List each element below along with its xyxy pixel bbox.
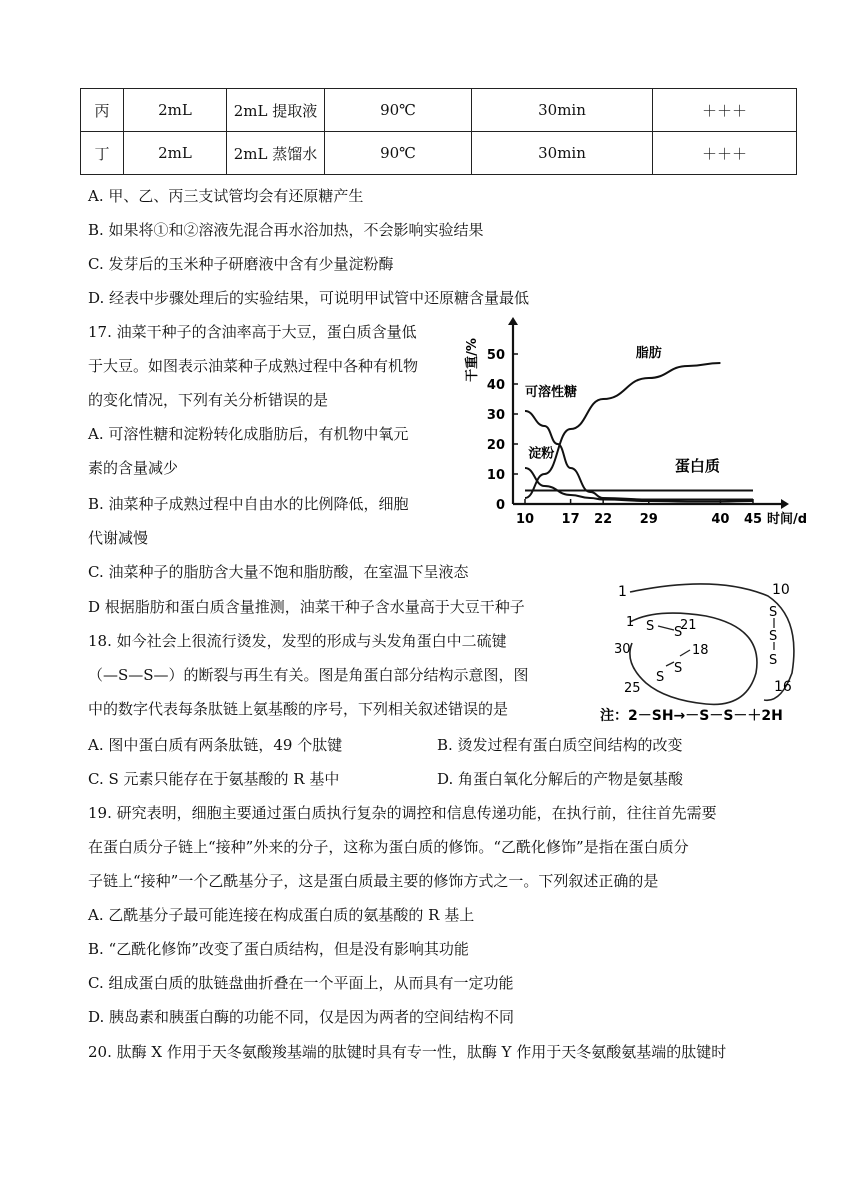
- sulfur-label: S: [646, 619, 655, 634]
- y-tick-label: 20: [486, 438, 505, 453]
- diagram-note: 注：2－SH→－S－S－＋2H: [600, 708, 783, 724]
- x-tick-label: 40: [711, 512, 730, 527]
- q18-option-b: B. 烫发过程有蛋白质空间结构的改变: [437, 736, 683, 754]
- q17-stem-line1: 17. 油菜干种子的含油率高于大豆，蛋白质含量低: [88, 323, 417, 341]
- q17-option-d: D 根据脂肪和蛋白质含量推测，油菜干种子含水量高于大豆干种子: [88, 598, 525, 616]
- series-line-0: [525, 363, 720, 498]
- table-row: [81, 132, 797, 175]
- q18-stem-line2: （—S—S—）的断裂与再生有关。图是角蛋白部分结构示意图，图: [88, 666, 529, 684]
- table-cell: 2mL 蒸馏水: [227, 132, 325, 175]
- q19-stem-line1: 19. 研究表明，细胞主要通过蛋白质执行复杂的调控和信息传递功能，在执行前，往往首先需要: [88, 804, 717, 822]
- disulfide-bond-line: [666, 662, 674, 666]
- residue-label: 1: [626, 615, 635, 630]
- y-tick-label: 30: [486, 408, 505, 423]
- q17-stem-line2: 于大豆。如图表示油菜种子成熟过程中各种有机物: [88, 357, 419, 375]
- q16-option-b: B. 如果将①和②溶液先混合再水浴加热，不会影响实验结果: [88, 221, 484, 239]
- sulfur-label: S: [769, 629, 778, 644]
- q18-stem-line3: 中的数字代表每条肽链上氨基酸的序号，下列相关叙述错误的是: [88, 700, 509, 718]
- table-cell: ＋＋＋: [653, 89, 797, 132]
- sulfur-label: S: [674, 661, 683, 676]
- table-cell: 丙: [81, 89, 124, 132]
- y-tick-label: 10: [486, 468, 505, 483]
- table-cell: 90℃: [325, 132, 472, 175]
- table-row: [81, 89, 797, 132]
- q16-option-c: C. 发芽后的玉米种子研磨液中含有少量淀粉酶: [88, 255, 394, 273]
- residue-label: 21: [680, 618, 697, 633]
- y-tick-label: 40: [486, 378, 505, 393]
- q17-stem-line3: 的变化情况，下列有关分析错误的是: [88, 391, 329, 409]
- series-label: 脂肪: [635, 346, 662, 361]
- q20-stem-line1: 20. 肽酶 X 作用于天冬氨酸羧基端的肽键时具有专一性，肽酶 Y 作用于天冬氨酸氨基端的肽键时: [88, 1043, 727, 1061]
- x-axis-label: 时间/d: [767, 512, 808, 527]
- q17-option-c: C. 油菜种子的脂肪含大量不饱和脂肪酸，在室温下呈液态: [88, 563, 469, 581]
- chart-series: [525, 363, 753, 502]
- series-line-1: [525, 411, 753, 500]
- table-cell: 30min: [472, 89, 653, 132]
- organic-matter-chart: [458, 322, 808, 530]
- y-tick-label: 0: [495, 498, 505, 513]
- q18-option-a: A. 图中蛋白质有两条肽链，49 个肽键: [88, 736, 343, 754]
- series-label: 可溶性糖: [525, 385, 578, 400]
- sulfur-label: S: [656, 670, 665, 685]
- x-tick-label: 17: [561, 512, 580, 527]
- q18-option-c: C. S 元素只能存在于氨基酸的 R 基中: [88, 770, 340, 788]
- y-axis-arrow: [508, 317, 518, 325]
- residue-label: 30: [614, 642, 631, 657]
- x-tick-label: 22: [594, 512, 613, 527]
- q19-option-a: A. 乙酰基分子最可能连接在构成蛋白质的氨基酸的 R 基上: [88, 906, 475, 924]
- q19-stem-line2: 在蛋白质分子链上“接种”外来的分子，这称为蛋白质的修饰。“乙酰化修饰”是指在蛋白质分: [88, 838, 689, 856]
- sulfur-label: S: [674, 625, 683, 640]
- table-cell: 2mL: [124, 89, 227, 132]
- q17-option-a-line2: 素的含量减少: [88, 459, 179, 477]
- residue-label: 25: [624, 681, 641, 696]
- q17-option-b-line1: B. 油菜种子成熟过程中自由水的比例降低，细胞: [88, 495, 409, 513]
- table-cell: 30min: [472, 132, 653, 175]
- x-tick-label: 10: [515, 512, 535, 527]
- residue-label: 18: [692, 643, 709, 658]
- q19-stem-line3: 子链上“接种”一个乙酰基分子，这是蛋白质最主要的修饰方式之一。下列叙述正确的是: [88, 872, 659, 890]
- q19-option-d: D. 胰岛素和胰蛋白酶的功能不同，仅是因为两者的空间结构不同: [88, 1008, 515, 1026]
- q17-option-a-line1: A. 可溶性糖和淀粉转化成脂肪后，有机物中氧元: [88, 425, 409, 443]
- table-cell: 2mL 提取液: [227, 89, 325, 132]
- keratin-structure-diagram: [596, 578, 816, 728]
- table-cell: 90℃: [325, 89, 472, 132]
- experiment-table: [80, 88, 797, 175]
- table-cell: 丁: [81, 132, 124, 175]
- series-label: 淀粉: [528, 446, 555, 462]
- q19-option-b: B. “乙酰化修饰”改变了蛋白质结构，但是没有影响其功能: [88, 940, 469, 958]
- residue-label: 1: [618, 584, 627, 600]
- q17-option-b-line2: 代谢减慢: [88, 529, 149, 547]
- table-cell: 2mL: [124, 132, 227, 175]
- x-axis-arrow: [781, 499, 789, 509]
- q16-option-d: D. 经表中步骤处理后的实验结果，可说明甲试管中还原糖含量最低: [88, 289, 530, 307]
- sulfur-label: S: [769, 653, 778, 668]
- disulfide-bond-line: [658, 626, 674, 630]
- x-tick-label: 29: [639, 512, 658, 527]
- y-axis-label: 干重/%: [465, 338, 480, 382]
- disulfide-bond-line: [680, 650, 690, 656]
- residue-label: 10: [772, 582, 790, 598]
- residue-label: 16: [774, 679, 792, 695]
- table-cell: ＋＋＋: [653, 132, 797, 175]
- x-tick-label: 45: [743, 512, 763, 527]
- q18-stem-line1: 18. 如今社会上很流行烫发，发型的形成与头发角蛋白中二硫键: [88, 632, 507, 650]
- sulfur-label: S: [769, 605, 778, 620]
- y-tick-label: 50: [486, 348, 505, 363]
- q19-option-c: C. 组成蛋白质的肽链盘曲折叠在一个平面上，从而具有一定功能: [88, 974, 514, 992]
- series-label: 蛋白质: [674, 457, 720, 475]
- q18-option-d: D. 角蛋白氧化分解后的产物是氨基酸: [437, 770, 684, 788]
- q16-option-a: A. 甲、乙、丙三支试管均会有还原糖产生: [88, 187, 364, 205]
